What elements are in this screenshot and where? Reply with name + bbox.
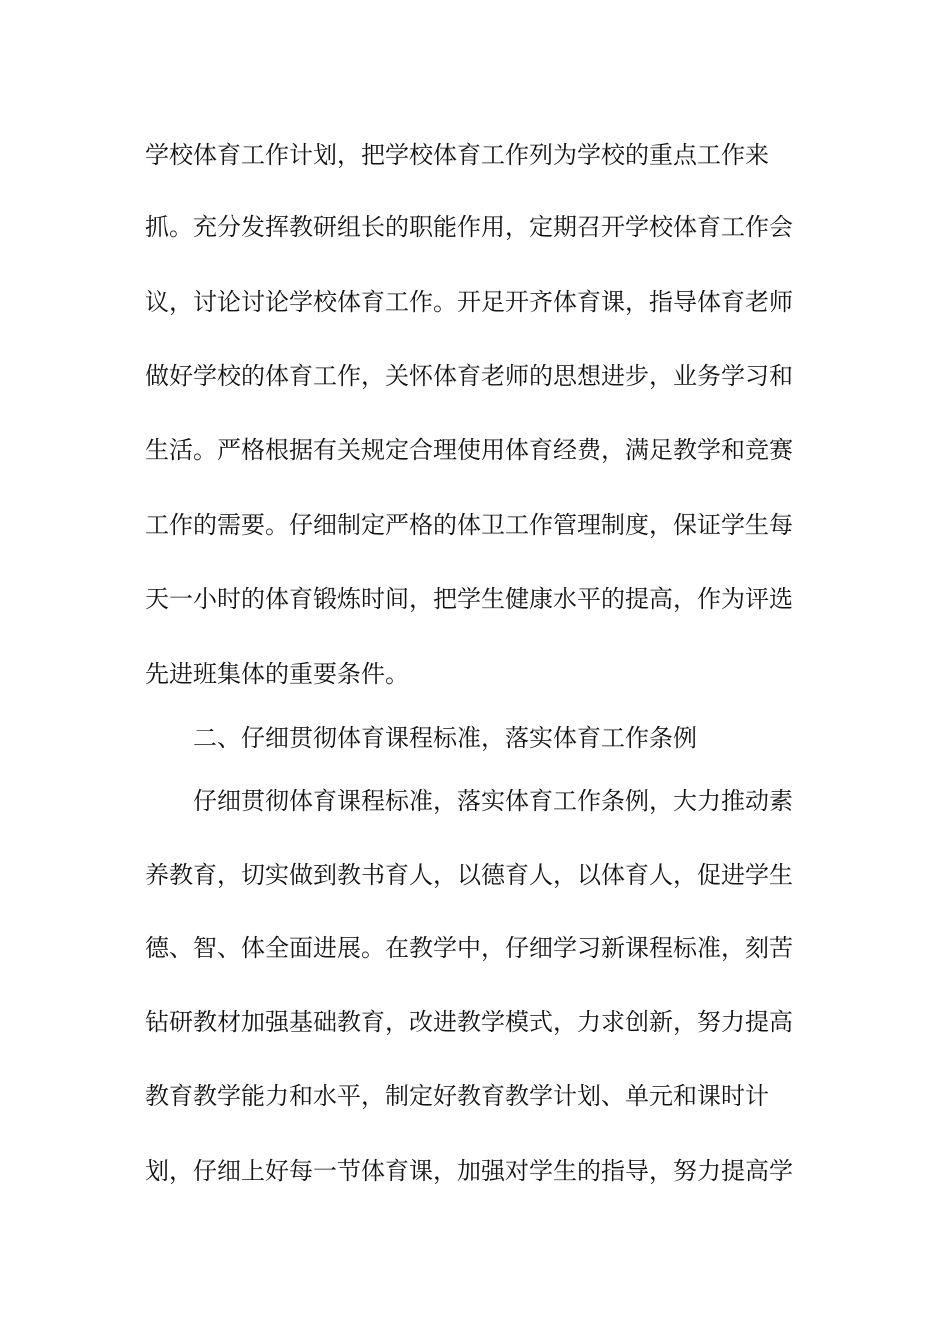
paragraph-line-11: 德、智、体全面进展。在教学中，仔细学习新课程标准，刻苦 [145, 934, 793, 962]
paragraph-line-2: 抓。充分发挥教研组长的职能作用，定期召开学校体育工作会 [145, 213, 793, 241]
section-heading: 二、仔细贯彻体育课程标准，落实体育工作条例 [193, 724, 697, 752]
paragraph-line-14: 划，仔细上好每一节体育课，加强对学生的指导，努力提高学 [145, 1157, 793, 1185]
paragraph-line-7: 天一小时的体育锻炼时间，把学生健康水平的提高，作为评选 [145, 585, 793, 613]
paragraph-line-10: 养教育，切实做到教书育人，以德育人，以体育人，促进学生 [145, 861, 793, 889]
paragraph-line-6: 工作的需要。仔细制定严格的体卫工作管理制度，保证学生每 [145, 511, 793, 539]
paragraph-line-1: 学校体育工作计划，把学校体育工作列为学校的重点工作来 [145, 141, 769, 169]
paragraph-line-3: 议，讨论讨论学校体育工作。开足开齐体育课，指导体育老师 [145, 288, 793, 316]
paragraph-line-4: 做好学校的体育工作，关怀体育老师的思想进步，业务学习和 [145, 362, 793, 390]
paragraph-line-12: 钻研教材加强基础教育，改进教学模式，力求创新，努力提高 [145, 1008, 793, 1036]
paragraph-line-8: 先进班集体的重要条件。 [145, 660, 409, 688]
paragraph-line-5: 生活。严格根据有关规定合理使用体育经费，满足教学和竞赛 [145, 436, 793, 464]
paragraph-line-9: 仔细贯彻体育课程标准，落实体育工作条例，大力推动素 [193, 787, 793, 815]
paragraph-line-13: 教育教学能力和水平，制定好教育教学计划、单元和课时计 [145, 1082, 769, 1110]
